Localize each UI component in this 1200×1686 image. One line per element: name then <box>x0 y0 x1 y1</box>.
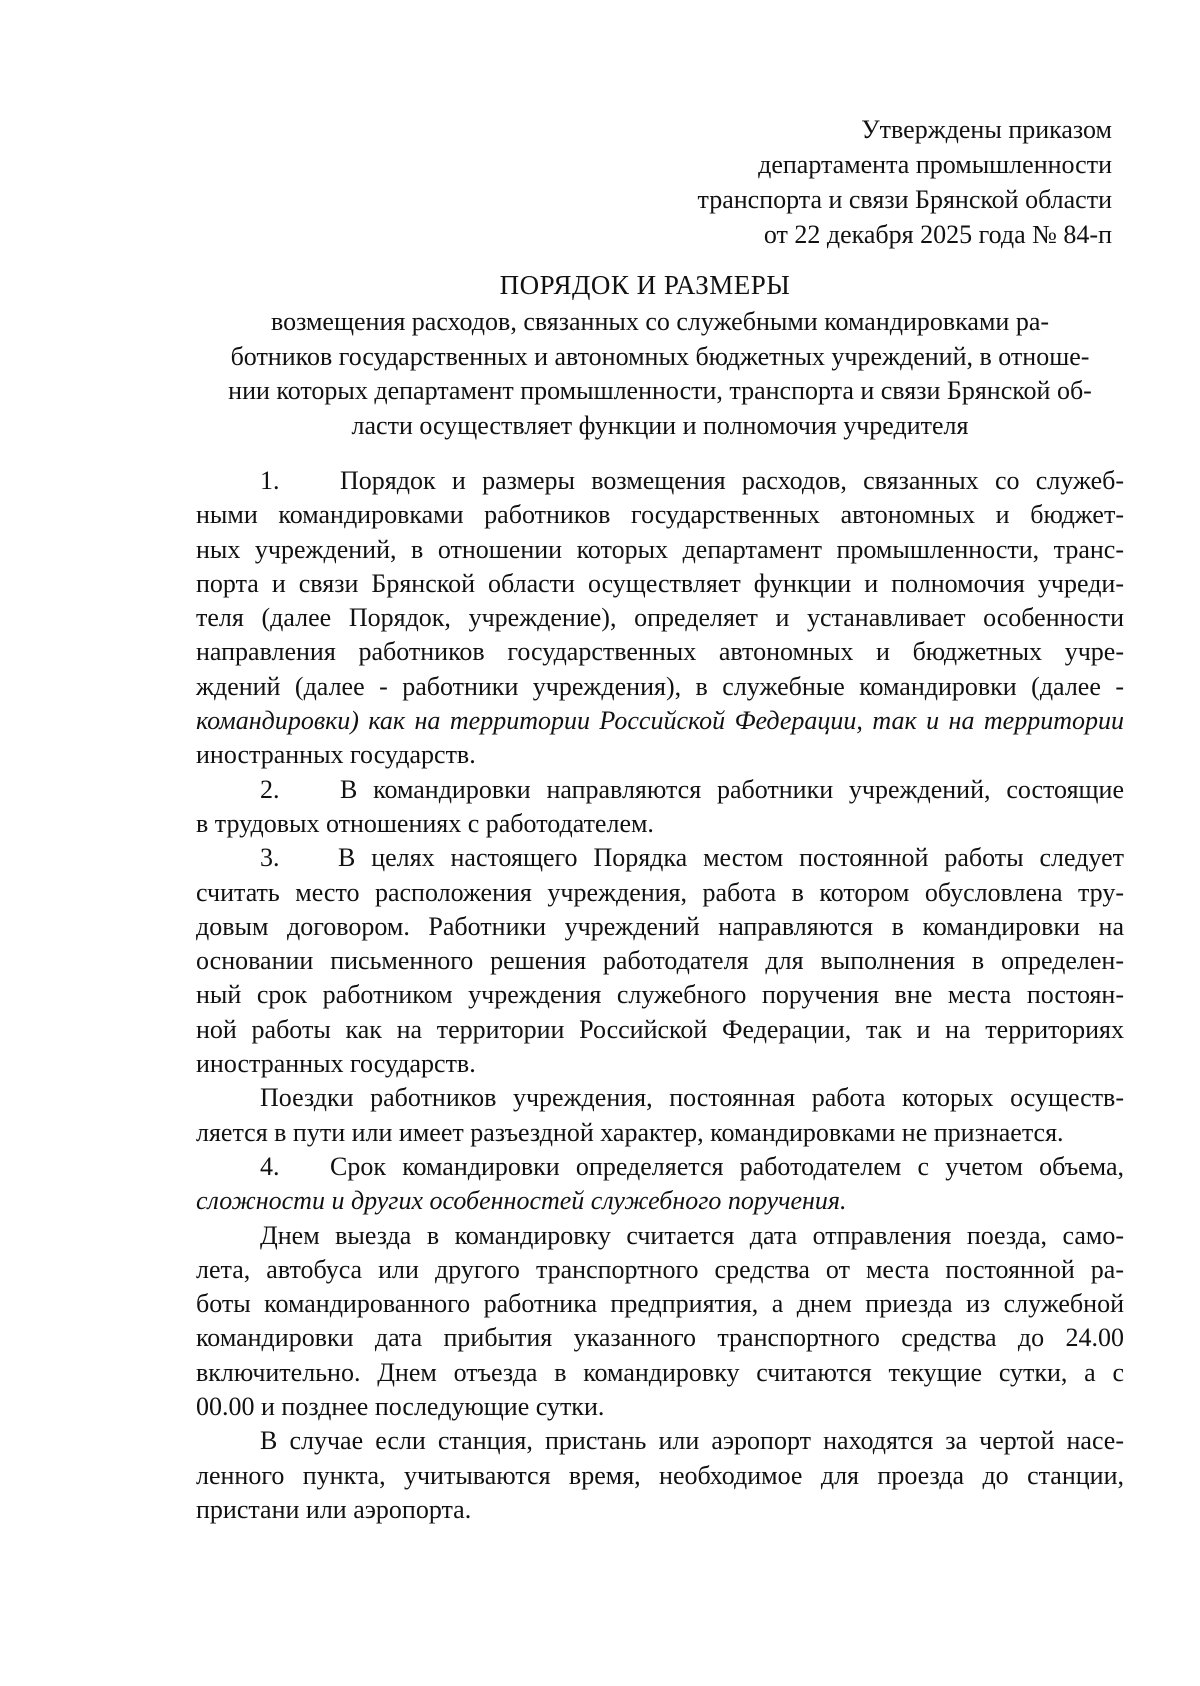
document-subtitle <box>200 305 1120 443</box>
paragraph-text: В командировки направляются работники учреждений, состоящие <box>340 774 1124 804</box>
paragraph-line: ляется в пути или имеет разъездной характер, командировками не признается. <box>196 1117 1064 1147</box>
paragraph-line: основании письменного решения работодателя для выполнения в определен- <box>196 946 1124 976</box>
paragraph-text: Срок командировки определяется работодателем с учетом объема, <box>330 1151 1124 1181</box>
subtitle-line: возмещения расходов, связанных со служебными командировками ра- <box>270 307 1050 336</box>
paragraph-station <box>196 1424 1124 1527</box>
paragraph-line: командировки) как на территории Российской Федерации, так и на территории <box>196 706 1124 736</box>
paragraph-3 <box>196 841 1124 1081</box>
paragraph-4 <box>196 1150 1124 1219</box>
paragraph-number: 2. <box>260 774 280 804</box>
paragraph-line: В случае если станция, пристань или аэропорт находятся за чертой насе- <box>260 1426 1124 1456</box>
paragraph-line: ленного пункта, учитываются время, необходимое для проезда до станции, <box>196 1460 1124 1490</box>
approval-line: Утверждены приказом <box>861 115 1112 144</box>
paragraph-line: порта и связи Брянской области осуществляет функции и полномочия учреди- <box>196 568 1124 598</box>
paragraph-line <box>196 1150 1124 1184</box>
paragraph-line: лета, автобуса или другого транспортного средства от места постоянной ра- <box>196 1254 1124 1284</box>
paragraph-line: ной работы как на территории Российской Федерации, так и на территориях <box>196 1014 1124 1044</box>
paragraph-2 <box>196 773 1124 842</box>
paragraph-line: пристани или аэропорта. <box>196 1494 472 1524</box>
subtitle-line: нии которых департамент промышленности, транспорта и связи Брянской об- <box>228 376 1092 405</box>
paragraph-line: теля (далее Порядок, учреждение), определяет и устанавливает особенности <box>196 603 1124 633</box>
paragraph-line: иностранных государств. <box>196 1049 476 1079</box>
paragraph-line: считать место расположения учреждения, работа в котором обусловлена тру- <box>196 877 1124 907</box>
paragraph-line: включительно. Днем отъезда в командировку считаются текущие сутки, а с <box>196 1357 1124 1387</box>
approval-block <box>698 112 1112 252</box>
document-title: ПОРЯДОК И РАЗМЕРЫ <box>499 270 791 300</box>
paragraph-line: Днем выезда в командировку считается дата отправления поезда, само- <box>260 1220 1124 1250</box>
paragraph-number: 1. <box>260 466 280 495</box>
approval-line: департамента промышленности <box>758 150 1112 179</box>
paragraph-line: 00.00 и позднее последующие сутки. <box>196 1392 605 1422</box>
paragraph-line: в трудовых отношениях с работодателем. <box>196 808 654 838</box>
paragraph-3-continued <box>196 1081 1124 1150</box>
paragraph-1 <box>196 464 1124 773</box>
paragraph-line <box>196 841 1124 875</box>
paragraph-text: В целях настоящего Порядка местом постоянной работы следует <box>338 843 1124 873</box>
paragraph-line: ный срок работником учреждения служебного поручения вне места постоян- <box>196 980 1124 1010</box>
document-body <box>196 464 1124 1527</box>
paragraph-line: сложности и других особенностей служебного поручения. <box>196 1186 847 1216</box>
paragraph-line: направления работников государственных автономных и бюджетных учре- <box>196 637 1124 667</box>
approval-line: от 22 декабря 2025 года № 84-п <box>763 220 1112 249</box>
paragraph-text: Порядок и размеры возмещения расходов, связанных со служеб- <box>340 466 1124 495</box>
paragraph-number: 4. <box>260 1151 280 1181</box>
paragraph-line <box>196 464 1124 498</box>
paragraph-line: иностранных государств. <box>196 740 476 770</box>
paragraph-line: довым договором. Работники учреждений направляются в командировки на <box>196 911 1124 941</box>
paragraph-line: боты командированного работника предприятия, а днем приезда из служебной <box>196 1289 1124 1319</box>
paragraph-number: 3. <box>260 843 280 873</box>
paragraph-line: ными командировками работников государственных автономных и бюджет- <box>196 500 1124 530</box>
paragraph-line <box>196 773 1124 807</box>
paragraph-line: Поездки работников учреждения, постоянная работа которых осуществ- <box>260 1083 1124 1113</box>
subtitle-line: ботников государственных и автономных бюджетных учреждений, в отноше- <box>230 341 1090 371</box>
approval-line: транспорта и связи Брянской области <box>697 185 1112 214</box>
paragraph-line: командировки дата прибытия указанного транспортного средства до 24.00 <box>196 1323 1124 1353</box>
paragraph-line: ных учреждений, в отношении которых департамент промышленности, транс- <box>196 534 1124 564</box>
subtitle-line: ласти осуществляет функции и полномочия учредителя <box>351 410 969 440</box>
paragraph-line: ждений (далее - работники учреждения), в служебные командировки (далее - <box>196 671 1124 701</box>
paragraph-departure-day <box>196 1219 1124 1425</box>
